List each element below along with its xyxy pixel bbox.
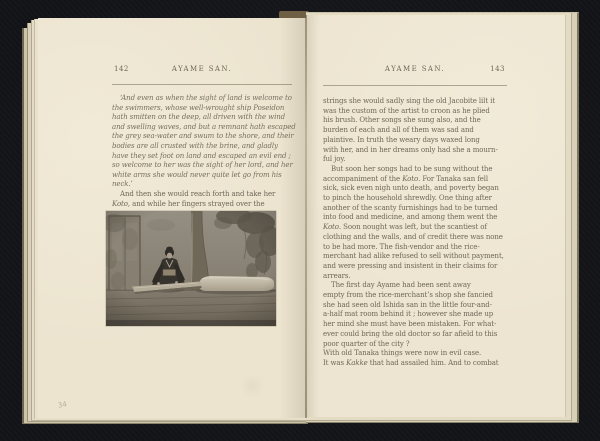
right-page-number: 143 [490, 65, 505, 73]
homeric-quote: ‘And even as when the sight of land is welcome to the swimmers, whose well-wrought ship Poseidon hath smitten on the deep, all driven with the wind and swelling waves, and but a remnant hath escaped the grey sea-water and swum to the shore, and their bodies are all crusted with the brine, and gladly have they set foot on land and escaped an evil end ; so welcome to her was the sight of her lord, and her white arms she would never quite let go from his neck.’ [112, 94, 296, 189]
pencil-annotation: 34 [57, 400, 68, 410]
right-paragraph-3: The first day Ayame had been sent away empty from the rice-merchant’s shop she fancied she had seen old Ishida san in the little four-and- a-half mat room behind it ; however she made up her mind she must have been mistaken. For what- ever could bring the old doctor so far afield to this poor quarter of the city ? With old Tanaka things were now in evil case. It was Kakke that had assailed him. And to combat [323, 281, 499, 367]
right-header-rule [323, 85, 507, 86]
left-page [38, 18, 306, 418]
right-paragraph-2: But soon her songs had to be sung without the accompaniment of the Koto. For Tanaka san fell sick, sick even nigh unto death, and poverty began to pinch the household shrewdly. One thing after another of the scanty furnishings had to be turned into food and medicine, and among them went the Koto. Soon nought was left, but the scantiest of clothing and the walls, and of credit there was none to be had more. The fish-vendor and the rice- merchant had alike refused to sell without payment, and were pressing and insistent in their claims for arrears. [323, 164, 504, 280]
right-paragraph-1: strings she would sadly sing the old Jacobite lilt it was the custom of the artist to croon as he plied his brush. Other songs she sung also, and the burden of each and all of them was sad and plaintive. In truth the weary days waxed long with her, and in her dreams only had she a mourn- ful joy. [323, 97, 498, 164]
right-page [306, 15, 566, 417]
left-running-header [112, 65, 292, 75]
left-header-title: AYAME SAN. [171, 65, 233, 73]
right-header-title: AYAME SAN. [384, 65, 446, 73]
left-paragraph: And then she would reach forth and take her Koto, and while her fingers strayed over the [112, 189, 276, 208]
right-running-header [323, 65, 507, 75]
left-header-rule [112, 84, 292, 85]
book-gutter [305, 15, 307, 418]
koto-player-photo-image [106, 211, 276, 326]
left-text-column [112, 94, 294, 209]
koto-player-photograph [106, 211, 276, 326]
right-text-column [323, 97, 507, 369]
left-page-number: 142 [114, 65, 129, 73]
